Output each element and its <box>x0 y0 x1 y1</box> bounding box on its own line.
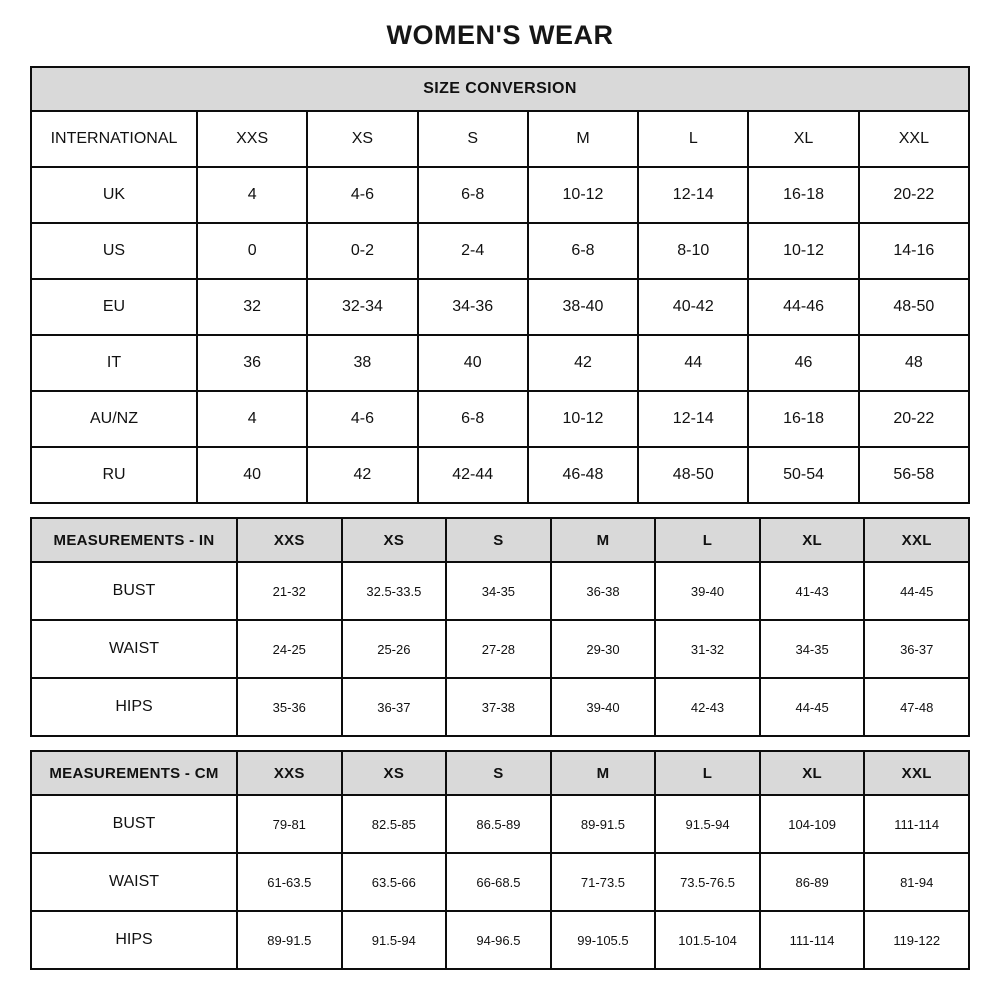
cell: 2-4 <box>418 223 528 279</box>
cell: 10-12 <box>748 223 858 279</box>
size-header: S <box>446 518 551 562</box>
measurements-in-table <box>30 517 970 737</box>
row-label: BUST <box>31 562 237 620</box>
size-header: XXS <box>237 518 342 562</box>
cell: 104-109 <box>760 795 865 853</box>
cell: 61-63.5 <box>237 853 342 911</box>
cell: XXS <box>197 111 307 167</box>
cell: 44-45 <box>864 562 969 620</box>
table-row <box>31 911 969 969</box>
cell: 46-48 <box>528 447 638 503</box>
cell: 81-94 <box>864 853 969 911</box>
row-label: WAIST <box>31 853 237 911</box>
cell: 31-32 <box>655 620 760 678</box>
row-label: UK <box>31 167 197 223</box>
row-label: INTERNATIONAL <box>31 111 197 167</box>
cell: 41-43 <box>760 562 865 620</box>
cell: 56-58 <box>859 447 969 503</box>
size-conversion-header-row <box>31 67 969 111</box>
cell: 10-12 <box>528 391 638 447</box>
page-title: WOMEN'S WEAR <box>386 20 614 50</box>
cell: 12-14 <box>638 391 748 447</box>
cell: 4 <box>197 167 307 223</box>
cell: 89-91.5 <box>237 911 342 969</box>
cell: 34-36 <box>418 279 528 335</box>
cell: 16-18 <box>748 391 858 447</box>
cell: 36-37 <box>342 678 447 736</box>
cell: 48 <box>859 335 969 391</box>
cell: 91.5-94 <box>655 795 760 853</box>
cell: XXL <box>859 111 969 167</box>
cell: 27-28 <box>446 620 551 678</box>
cell: 63.5-66 <box>342 853 447 911</box>
table-row <box>31 447 969 503</box>
cell: 36-38 <box>551 562 656 620</box>
table-row <box>31 223 969 279</box>
cell: 48-50 <box>638 447 748 503</box>
row-label: HIPS <box>31 678 237 736</box>
table-row <box>31 391 969 447</box>
size-header: M <box>551 751 656 795</box>
cell: 20-22 <box>859 391 969 447</box>
table-row <box>31 620 969 678</box>
table-row <box>31 853 969 911</box>
measurements-cm-title: MEASUREMENTS - CM <box>31 751 237 795</box>
cell: 111-114 <box>760 911 865 969</box>
cell: 24-25 <box>237 620 342 678</box>
cell: 50-54 <box>748 447 858 503</box>
table-row <box>31 167 969 223</box>
table-row <box>31 795 969 853</box>
cell: 4-6 <box>307 391 417 447</box>
cell: 40 <box>418 335 528 391</box>
cell: 39-40 <box>551 678 656 736</box>
cell: 44-45 <box>760 678 865 736</box>
measurements-cm-header-row <box>31 751 969 795</box>
cell: 46 <box>748 335 858 391</box>
cell: 20-22 <box>859 167 969 223</box>
size-header: XXS <box>237 751 342 795</box>
size-header: S <box>446 751 551 795</box>
cell: 47-48 <box>864 678 969 736</box>
cell: 111-114 <box>864 795 969 853</box>
cell: 32-34 <box>307 279 417 335</box>
cell: 99-105.5 <box>551 911 656 969</box>
cell: 82.5-85 <box>342 795 447 853</box>
cell: 44 <box>638 335 748 391</box>
size-header: XL <box>760 518 865 562</box>
cell: 6-8 <box>418 167 528 223</box>
table-row <box>31 111 969 167</box>
size-header: XXL <box>864 518 969 562</box>
cell: 16-18 <box>748 167 858 223</box>
cell: 39-40 <box>655 562 760 620</box>
size-header: L <box>655 751 760 795</box>
cell: 42-44 <box>418 447 528 503</box>
row-label: AU/NZ <box>31 391 197 447</box>
row-label: HIPS <box>31 911 237 969</box>
cell: 32 <box>197 279 307 335</box>
cell: 10-12 <box>528 167 638 223</box>
cell: 14-16 <box>859 223 969 279</box>
cell: 66-68.5 <box>446 853 551 911</box>
measurements-in-header-row <box>31 518 969 562</box>
row-label: EU <box>31 279 197 335</box>
row-label: IT <box>31 335 197 391</box>
cell: 12-14 <box>638 167 748 223</box>
cell: 119-122 <box>864 911 969 969</box>
cell: 0 <box>197 223 307 279</box>
cell: 36-37 <box>864 620 969 678</box>
cell: 86-89 <box>760 853 865 911</box>
cell: L <box>638 111 748 167</box>
cell: 40 <box>197 447 307 503</box>
cell: 86.5-89 <box>446 795 551 853</box>
cell: 6-8 <box>418 391 528 447</box>
cell: 91.5-94 <box>342 911 447 969</box>
cell: 35-36 <box>237 678 342 736</box>
row-label: BUST <box>31 795 237 853</box>
cell: 38-40 <box>528 279 638 335</box>
size-header: L <box>655 518 760 562</box>
cell: 38 <box>307 335 417 391</box>
cell: 8-10 <box>638 223 748 279</box>
cell: 0-2 <box>307 223 417 279</box>
cell: 94-96.5 <box>446 911 551 969</box>
measurements-cm-table <box>30 750 970 970</box>
size-header: XS <box>342 751 447 795</box>
cell: XL <box>748 111 858 167</box>
cell: 34-35 <box>446 562 551 620</box>
cell: 101.5-104 <box>655 911 760 969</box>
cell: 40-42 <box>638 279 748 335</box>
cell: 21-32 <box>237 562 342 620</box>
cell: 42-43 <box>655 678 760 736</box>
cell: 42 <box>528 335 638 391</box>
measurements-in-title: MEASUREMENTS - IN <box>31 518 237 562</box>
row-label: RU <box>31 447 197 503</box>
size-header: M <box>551 518 656 562</box>
table-row <box>31 678 969 736</box>
table-row <box>31 562 969 620</box>
cell: 44-46 <box>748 279 858 335</box>
row-label: US <box>31 223 197 279</box>
cell: 71-73.5 <box>551 853 656 911</box>
size-header: XXL <box>864 751 969 795</box>
table-row <box>31 335 969 391</box>
cell: 34-35 <box>760 620 865 678</box>
cell: 89-91.5 <box>551 795 656 853</box>
size-conversion-title: SIZE CONVERSION <box>31 67 969 111</box>
cell: 37-38 <box>446 678 551 736</box>
cell: 73.5-76.5 <box>655 853 760 911</box>
cell: 42 <box>307 447 417 503</box>
row-label: WAIST <box>31 620 237 678</box>
size-header: XL <box>760 751 865 795</box>
cell: 48-50 <box>859 279 969 335</box>
cell: 6-8 <box>528 223 638 279</box>
cell: 4-6 <box>307 167 417 223</box>
cell: M <box>528 111 638 167</box>
cell: S <box>418 111 528 167</box>
cell: 25-26 <box>342 620 447 678</box>
table-row <box>31 279 969 335</box>
cell: 32.5-33.5 <box>342 562 447 620</box>
cell: XS <box>307 111 417 167</box>
cell: 4 <box>197 391 307 447</box>
size-header: XS <box>342 518 447 562</box>
cell: 29-30 <box>551 620 656 678</box>
cell: 79-81 <box>237 795 342 853</box>
cell: 36 <box>197 335 307 391</box>
size-conversion-table <box>30 66 970 504</box>
